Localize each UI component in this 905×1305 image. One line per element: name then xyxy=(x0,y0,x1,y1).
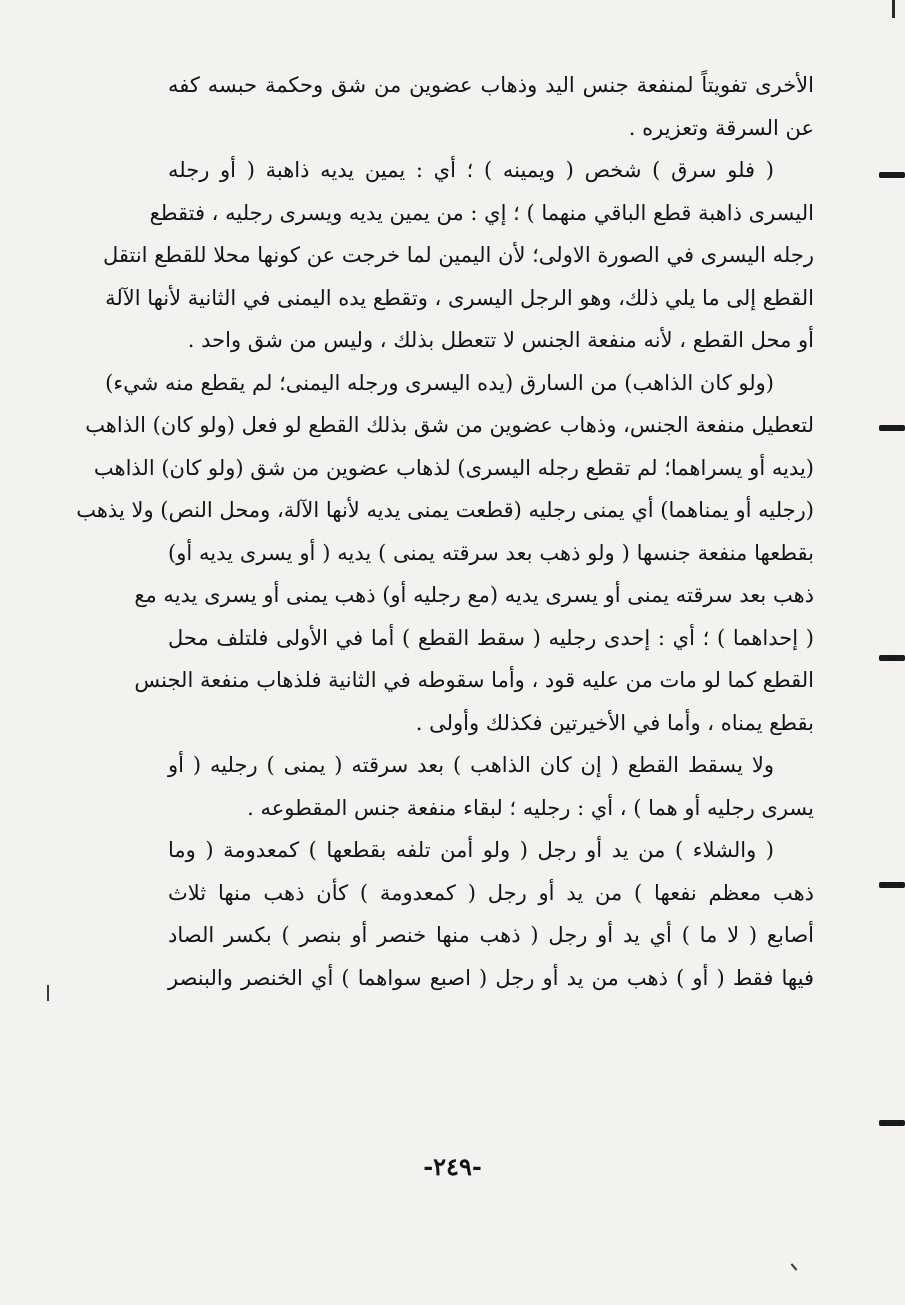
text-line: يسرى رجليه أو هما ) ، أي : رجليه ؛ لبقاء منفعة جنس المقطوعه . xyxy=(247,795,814,820)
text-line: (رجليه أو يمناهما) أي يمنى رجليه (قطعت يمنى يديه لأنها الآلة، ومحل النص) ولا يذهب xyxy=(76,498,814,522)
text-line: (يديه أو يسراهما؛ لم تقطع رجله اليسرى) لذهاب عضوين من شق (ولو كان) الذاهب xyxy=(93,455,814,480)
scan-speck xyxy=(47,985,49,1001)
text-line: أصابع ( لا ما ) أي يد أو رجل ( ذهب منها خنصر أو بنصر ) بكسر الصاد xyxy=(168,923,814,947)
text-line: ( إحداهما ) ؛ أي : إحدى رجليه ( سقط القطع ) أما في الأولى فلتلف محل xyxy=(168,625,814,650)
margin-mark xyxy=(879,882,905,888)
text-line: بقطعها منفعة جنسها ( ولو ذهب بعد سرقته يمنى ) يديه ( أو يسرى يديه أو) xyxy=(168,540,814,565)
text-line: ذهب بعد سرقته يمنى أو يسرى يديه (مع رجليه أو) ذهب يمنى أو يسرى يديه مع xyxy=(134,583,814,607)
text-line: ذهب معظم نفعها ) من يد أو رجل ( كمعدومة ) كأن ذهب منها ثلاث xyxy=(168,880,814,905)
text-line: اليسرى ذاهبة قطع الباقي منهما ) ؛ إي : من يمين يديه ويسرى رجليه ، فتقطع xyxy=(149,200,814,225)
margin-mark xyxy=(879,172,905,178)
scan-speck xyxy=(791,1263,798,1270)
text-line: الأخرى تفويتاً لمنفعة جنس اليد وذهاب عضوين من شق وحكمة حبسه كفه xyxy=(168,73,814,97)
text-line: عن السرقة وتعزيره . xyxy=(628,115,814,140)
scan-corner-mark xyxy=(892,0,895,18)
text-line: القطع إلى ما يلي ذلك، وهو الرجل اليسرى ، وتقطع يده اليمنى في الثانية لأنها الآلة xyxy=(105,285,814,310)
text-line: ( فلو سرق ) شخص ( ويمينه ) ؛ أي : يمين يديه ذاهبة ( أو رجله xyxy=(168,158,774,182)
page-number: -٢٤٩- xyxy=(423,1152,482,1181)
margin-mark xyxy=(879,1120,905,1126)
body-text xyxy=(76,64,814,999)
text-line: فيها فقط ( أو ) ذهب من يد أو رجل ( اصبع سواهما ) أي الخنصر والبنصر xyxy=(168,965,814,990)
text-line: (ولو كان الذاهب) من السارق (يده اليسرى ورجله اليمنى؛ لم يقطع منه شيء) xyxy=(105,370,774,395)
text-line: بقطع يمناه ، وأما في الأخيرتين فكذلك وأولى . xyxy=(415,710,814,735)
text-line: ( والشلاء ) من يد أو رجل ( ولو أمن تلفه بقطعها ) كمعدومة ( وما xyxy=(168,838,774,862)
text-line: رجله اليسرى في الصورة الاولى؛ لأن اليمين لما خرجت عن كونها محلا للقطع انتقل xyxy=(102,243,814,267)
text-line: لتعطيل منفعة الجنس، وذهاب عضوين من شق بذلك القطع لو فعل (ولو كان) الذاهب xyxy=(85,413,814,437)
text-line: ولا يسقط القطع ( إن كان الذاهب ) بعد سرقته ( يمنى ) رجليه ( أو xyxy=(168,753,774,777)
text-line: القطع كما لو مات من عليه قود ، وأما سقوطه في الثانية فلذهاب منفعة الجنس xyxy=(134,668,814,692)
text-line: أو محل القطع ، لأنه منفعة الجنس لا تتعطل بذلك ، وليس من شق واحد . xyxy=(187,328,814,352)
margin-mark xyxy=(879,655,905,661)
margin-mark xyxy=(879,425,905,431)
